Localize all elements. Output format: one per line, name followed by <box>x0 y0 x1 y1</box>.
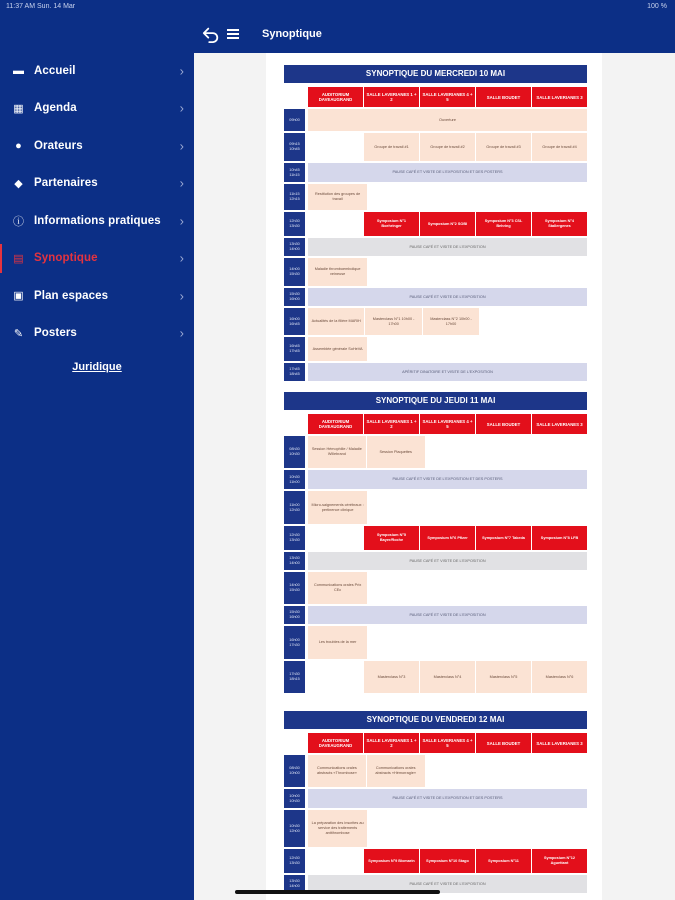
schedule-row <box>284 491 587 524</box>
room-columns <box>307 733 587 753</box>
empty-cell <box>368 491 587 524</box>
chevron-right-icon: › <box>179 63 184 79</box>
back-arrow-icon[interactable] <box>202 25 220 43</box>
symposium-cell: Symposium N°12 Aguettant <box>532 849 587 873</box>
time-slot: 12h30 13h30 <box>284 526 305 550</box>
schedule-row <box>284 308 587 335</box>
session-cell: Communications orales Prix CEc <box>308 572 367 604</box>
session-cell: Masterclass N°6 <box>532 661 587 693</box>
session-cell: PAUSE CAFÉ ET VISITE DE L'EXPOSITION <box>308 288 587 306</box>
session-cell: PAUSE CAFÉ ET VISITE DE L'EXPOSITION ET DES POSTERS <box>308 163 587 182</box>
time-slot: 17h30 18h15 <box>284 661 305 693</box>
session-cell: Groupe de travail #1 <box>364 133 419 161</box>
time-slot: 17h45 18h45 <box>284 363 305 381</box>
empty-cell <box>426 755 587 787</box>
synoptique-document <box>266 53 602 900</box>
room-column-header: SALLE LAVERIANES 3 <box>532 414 587 434</box>
session-cell: PAUSE CAFÉ ET VISITE DE L'EXPOSITION ET DES POSTERS <box>308 789 587 808</box>
symposium-cell: Symposium N°1 Boehringer <box>364 212 419 236</box>
sidebar-nav <box>0 52 194 352</box>
room-column-header: SALLE LAVERIANES 4 + 5 <box>420 733 475 753</box>
session-cell: APÉRITIF DINATOIRE ET VISITE DE L'EXPOSITION <box>308 363 587 381</box>
session-cell: Groupe de travail #2 <box>420 133 475 161</box>
empty-cell <box>426 436 587 468</box>
sidebar-item-synoptique[interactable] <box>0 240 194 278</box>
room-column-header: AUDITORIUM DAVEAUGRAND <box>308 414 363 434</box>
room-column-header: SALLE LAVERIANES 1 + 2 <box>364 733 419 753</box>
schedule-row <box>284 755 587 787</box>
session-cell: PAUSE CAFÉ ET VISITE DE L'EXPOSITION <box>308 875 587 893</box>
chevron-right-icon: › <box>179 138 184 154</box>
empty-cell <box>368 810 587 847</box>
empty-cell <box>480 308 587 335</box>
sidebar-item-informations-pratiques[interactable] <box>0 202 194 240</box>
sidebar-item-label: Synoptique <box>34 252 98 265</box>
symposium-cell: Symposium N°2 SOBI <box>420 212 475 236</box>
day-title: SYNOPTIQUE DU MERCREDI 10 MAI <box>284 65 587 83</box>
empty-cell <box>308 133 363 161</box>
session-cell: Restitution des groupes de travail <box>308 184 367 210</box>
sidebar-item-plan-espaces[interactable] <box>0 277 194 315</box>
session-cell: Micro-saignements cérébraux : pertinence clinique <box>308 491 367 524</box>
chevron-right-icon: › <box>179 100 184 116</box>
session-cell: Groupe de travail #3 <box>476 133 531 161</box>
time-slot: 13h30 14h00 <box>284 552 305 570</box>
symposium-cell: Symposium N°11 <box>476 849 531 873</box>
schedule-row <box>284 163 587 182</box>
session-cell: Session Plaquettes <box>367 436 425 468</box>
day-schedule <box>284 392 587 695</box>
symposium-cell: Symposium N°9 Biomarin <box>364 849 419 873</box>
time-slot: 14h00 15h30 <box>284 572 305 604</box>
sidebar-item-label: Accueil <box>34 64 76 77</box>
session-cell: Masterclass N°3 <box>364 661 419 693</box>
calendar-icon: ▦ <box>13 102 24 115</box>
time-slot: 13h30 14h00 <box>284 238 305 256</box>
schedule-row <box>284 258 587 286</box>
battery-status: 100 % <box>647 3 667 10</box>
app-header <box>194 0 675 53</box>
empty-cell <box>308 212 363 236</box>
time-slot: 12h30 13h30 <box>284 849 305 873</box>
time-slot: 16h00 17h30 <box>284 626 305 659</box>
day-title: SYNOPTIQUE DU JEUDI 11 MAI <box>284 392 587 410</box>
room-column-header: SALLE LAVERIANES 3 <box>532 733 587 753</box>
session-cell: Session Hémophilie / Maladie Willebrand <box>308 436 366 468</box>
time-slot: 08h30 10h00 <box>284 755 305 787</box>
schedule-row <box>284 810 587 847</box>
room-column-header: SALLE LAVERIANES 3 <box>532 87 587 107</box>
time-slot: 13h30 14h00 <box>284 875 305 893</box>
session-cell: Masterclass N°1 10h00 - 17h00 <box>365 308 421 335</box>
time-slot: 09h15 10h45 <box>284 133 305 161</box>
empty-cell <box>368 626 587 659</box>
day-title: SYNOPTIQUE DU VENDREDI 12 MAI <box>284 711 587 729</box>
symposium-cell: Symposium N°3 CSL Behring <box>476 212 531 236</box>
time-slot: 16h00 16h45 <box>284 308 305 335</box>
sidebar-item-label: Informations pratiques <box>34 214 161 227</box>
sidebar-item-label: Plan espaces <box>34 289 109 302</box>
schedule-row <box>284 184 587 210</box>
empty-cell <box>368 258 587 286</box>
room-columns <box>307 414 587 434</box>
time-slot: 16h45 17h45 <box>284 337 305 361</box>
session-cell: PAUSE CAFÉ ET VISITE DE L'EXPOSITION <box>308 606 587 624</box>
time-slot: 11h00 12h30 <box>284 491 305 524</box>
schedule-row <box>284 606 587 624</box>
session-cell: Ouverture <box>308 109 587 131</box>
chevron-right-icon: › <box>179 325 184 341</box>
schedule-row <box>284 626 587 659</box>
schedule-row <box>284 133 587 161</box>
session-cell: Masterclass N°2 10h00 - 17h00 <box>423 308 479 335</box>
sidebar-item-label: Partenaires <box>34 177 98 190</box>
session-cell: Communications orales abstracts «Hémorragie» <box>367 755 425 787</box>
schedule-row <box>284 109 587 131</box>
time-slot: 14h00 15h30 <box>284 258 305 286</box>
sidebar-item-orateurs[interactable] <box>0 127 194 165</box>
session-cell: Assemblée générale SoHeVA <box>308 337 367 361</box>
session-cell: La préparation des inscrites au service des traitements antithrombose <box>308 810 367 847</box>
empty-cell <box>308 849 363 873</box>
chevron-right-icon: › <box>179 213 184 229</box>
home-icon: ▬ <box>13 64 24 77</box>
empty-cell <box>368 184 587 210</box>
session-cell: Communications orales abstracts «Thrombose» <box>308 755 366 787</box>
sidebar-item-label: Posters <box>34 327 77 340</box>
schedule-row <box>284 849 587 873</box>
info-icon: ⓘ <box>13 215 24 228</box>
chevron-right-icon: › <box>179 250 184 266</box>
session-cell: Actualités de la filière MARIH <box>308 308 364 335</box>
sidebar <box>0 0 194 900</box>
map-icon: ▣ <box>13 290 24 303</box>
empty-cell <box>368 337 587 361</box>
empty-cell <box>308 526 363 550</box>
chevron-right-icon: › <box>179 175 184 191</box>
day-schedule <box>284 711 587 895</box>
empty-cell <box>368 572 587 604</box>
sidebar-item-accueil[interactable] <box>0 52 194 90</box>
schedule-row <box>284 789 587 808</box>
sidebar-item-agenda[interactable] <box>0 90 194 128</box>
room-column-header: SALLE LAVERIANES 1 + 2 <box>364 414 419 434</box>
sidebar-item-label: Orateurs <box>34 139 83 152</box>
session-cell: Groupe de travail #4 <box>532 133 587 161</box>
symposium-cell: Symposium N°4 Stallergenes <box>532 212 587 236</box>
schedule-row <box>284 212 587 236</box>
room-column-header: SALLE LAVERIANES 4 + 5 <box>420 414 475 434</box>
time-slot: 15h30 16h00 <box>284 606 305 624</box>
empty-cell <box>308 661 363 693</box>
schedule-row <box>284 363 587 381</box>
schedule-row <box>284 552 587 570</box>
symposium-cell: Symposium N°10 Stago <box>420 849 475 873</box>
room-column-header: SALLE BOUDET <box>476 414 531 434</box>
microphone-icon: ● <box>15 139 22 152</box>
sidebar-item-partenaires[interactable] <box>0 165 194 203</box>
schedule-row <box>284 526 587 550</box>
symposium-cell: Symposium N°6 Pfizer <box>420 526 475 550</box>
session-cell: PAUSE CAFÉ ET VISITE DE L'EXPOSITION <box>308 552 587 570</box>
time-slot: 08h30 10h30 <box>284 436 305 468</box>
juridique-link[interactable]: Juridique <box>72 361 122 373</box>
schedule-row <box>284 337 587 361</box>
page-title: Synoptique <box>262 28 322 40</box>
home-indicator <box>235 890 440 894</box>
room-column-header: SALLE BOUDET <box>476 87 531 107</box>
room-column-header: SALLE LAVERIANES 1 + 2 <box>364 87 419 107</box>
content-area[interactable] <box>194 53 675 900</box>
room-column-header: AUDITORIUM DAVEAUGRAND <box>308 87 363 107</box>
symposium-cell: Symposium N°7 Takeda <box>476 526 531 550</box>
session-cell: PAUSE CAFÉ ET VISITE DE L'EXPOSITION <box>308 238 587 256</box>
time-slot: 10h30 11h00 <box>284 470 305 489</box>
room-column-header: SALLE BOUDET <box>476 733 531 753</box>
hamburger-menu-icon[interactable] <box>227 29 239 39</box>
session-cell: Les troubles de la mer <box>308 626 367 659</box>
symposium-cell: Symposium N°5 Bayer/Roche <box>364 526 419 550</box>
document-icon: ▤ <box>13 252 24 265</box>
schedule-row <box>284 436 587 468</box>
session-cell: Maladie thromboembolique veineuse <box>308 258 367 286</box>
schedule-row <box>284 288 587 306</box>
time-slot: 15h30 16h00 <box>284 288 305 306</box>
pin-icon: ✎ <box>13 327 24 340</box>
session-cell: PAUSE CAFÉ ET VISITE DE L'EXPOSITION ET DES POSTERS <box>308 470 587 489</box>
time-slot: 10h45 11h15 <box>284 163 305 182</box>
time-slot: 10h00 10h30 <box>284 789 305 808</box>
schedule-row <box>284 572 587 604</box>
room-column-header: AUDITORIUM DAVEAUGRAND <box>308 733 363 753</box>
chevron-right-icon: › <box>179 288 184 304</box>
room-column-header: SALLE LAVERIANES 4 + 5 <box>420 87 475 107</box>
schedule-row <box>284 238 587 256</box>
sidebar-item-label: Agenda <box>34 102 77 115</box>
day-schedule <box>284 65 587 383</box>
time-slot: 09h00 <box>284 109 305 131</box>
time-slot: 10h30 12h00 <box>284 810 305 847</box>
symposium-cell: Symposium N°8 LFB <box>532 526 587 550</box>
room-columns <box>307 87 587 107</box>
time-slot: 11h15 12h15 <box>284 184 305 210</box>
sidebar-item-posters[interactable] <box>0 315 194 353</box>
people-icon: ◆ <box>14 177 23 190</box>
time-slot: 12h30 13h30 <box>284 212 305 236</box>
status-time: 11:37 AM Sun. 14 Mar <box>6 3 76 10</box>
session-cell: Masterclass N°4 <box>420 661 475 693</box>
session-cell: Masterclass N°5 <box>476 661 531 693</box>
schedule-row <box>284 470 587 489</box>
schedule-row <box>284 661 587 693</box>
